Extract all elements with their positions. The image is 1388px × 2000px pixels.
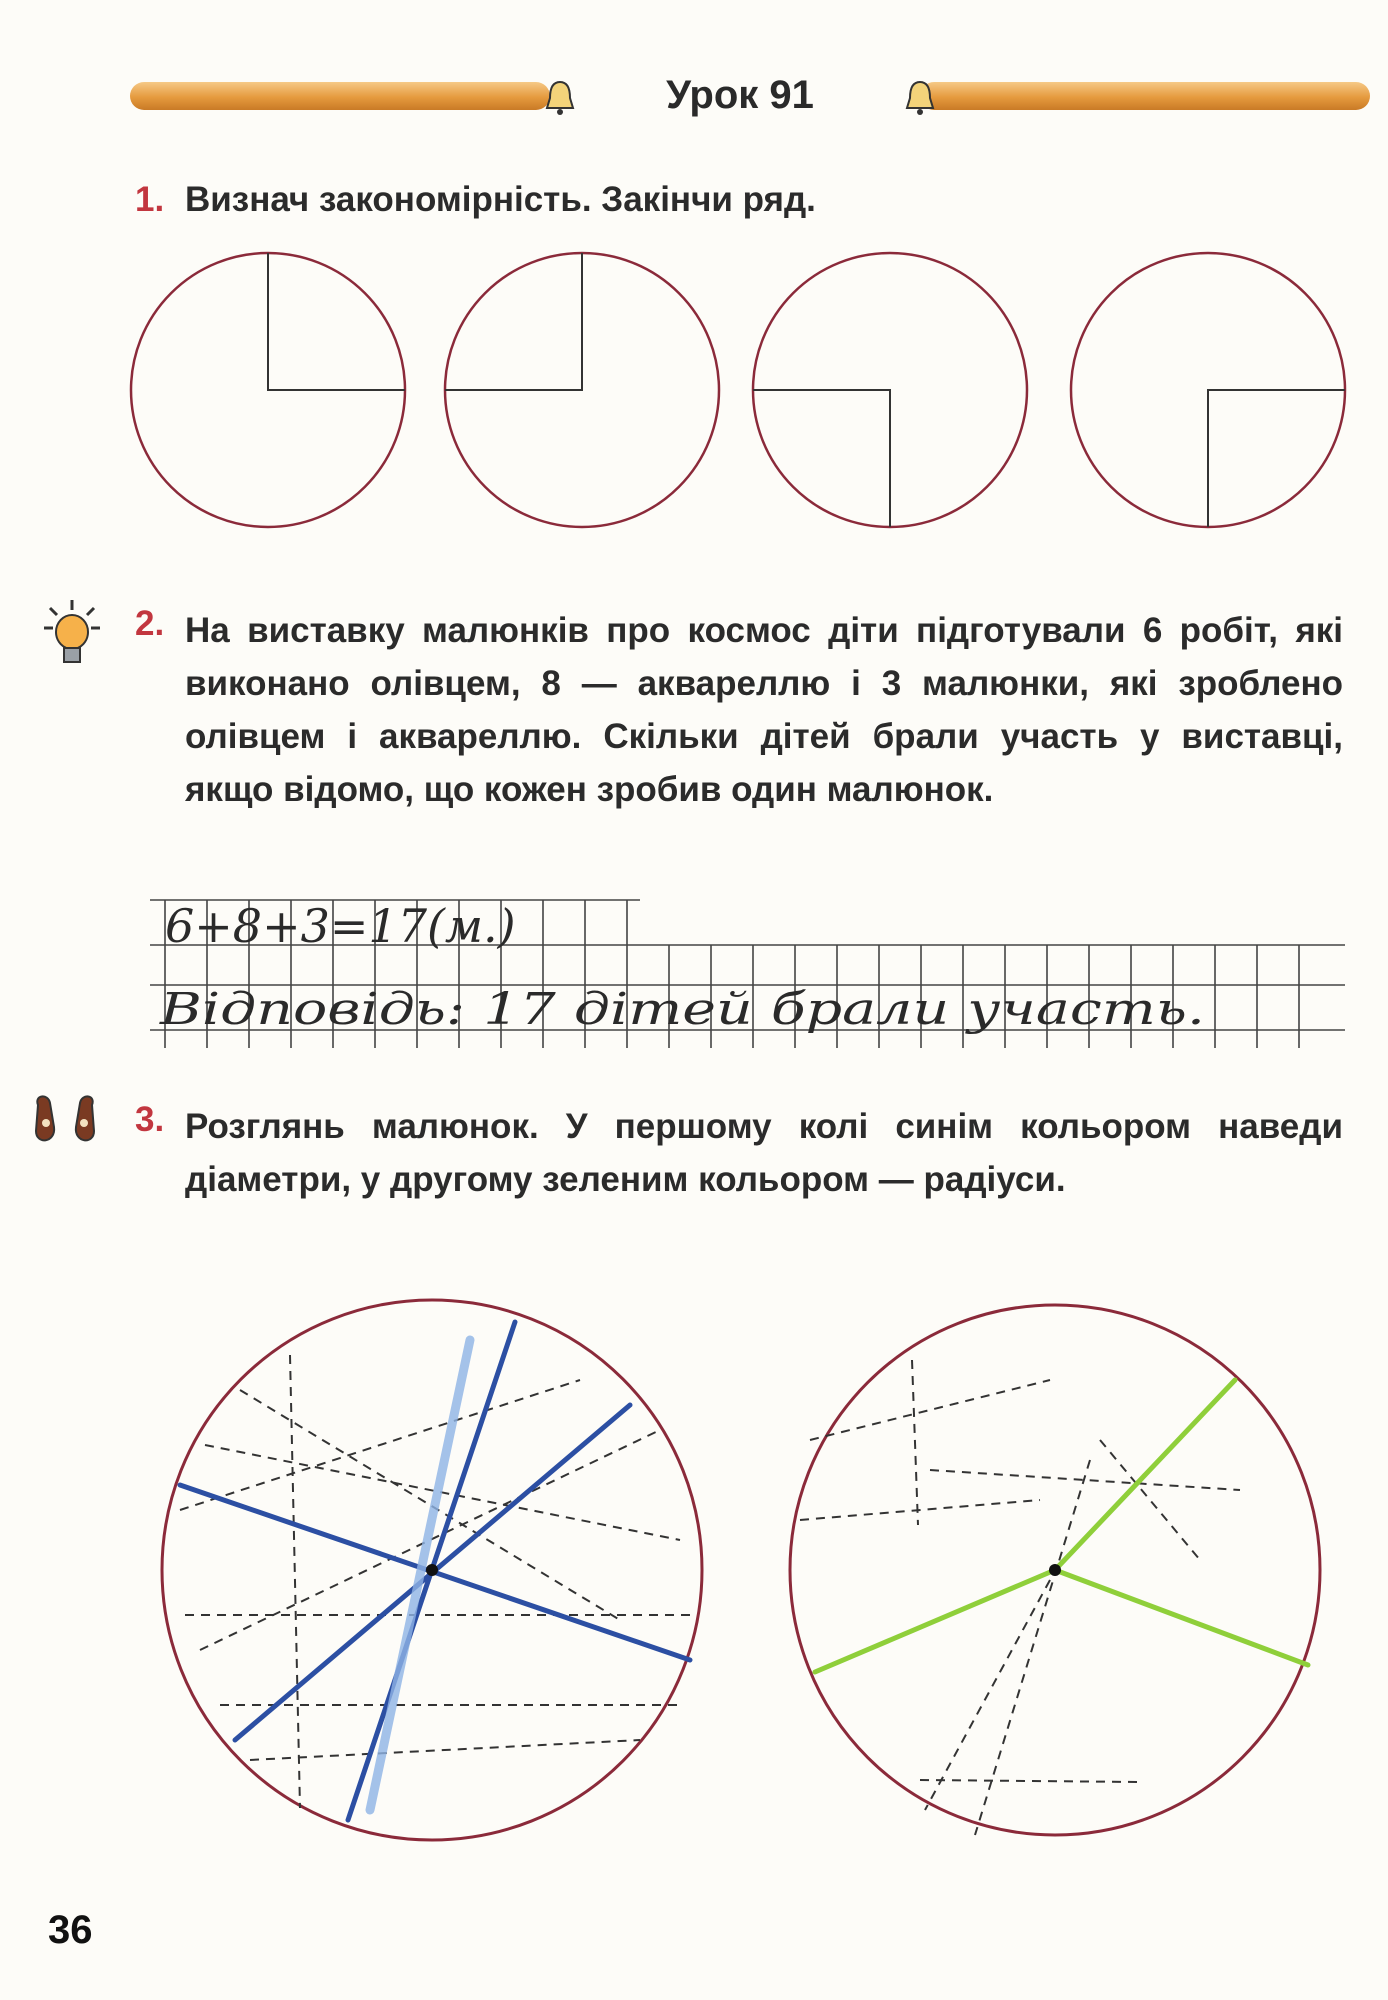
center-point [426,1564,438,1576]
radii-circle [790,1305,1320,1835]
task3-text: Розглянь малюнок. У першому колі синім кольором наведи діаметри, у другому зеленим кольором — радіуси. [185,1107,1343,1199]
task3-number: 3. [135,1100,165,1139]
pattern-lines-1 [268,253,405,390]
pattern-lines-2 [445,253,582,390]
diameters-circle [162,1300,702,1840]
task2-number: 2. [135,604,165,643]
handwritten-solution: 6+8+3=17(м.) [165,899,516,953]
page-number: 36 [48,1908,93,1952]
radius-line [1055,1380,1235,1570]
lesson-title: Урок 91 [666,73,814,117]
radius-line [815,1570,1055,1672]
radius-line [1055,1570,1308,1665]
task2-text: На виставку малюнків про космос діти підготували 6 робіт, які виконано олівцем, 8 — аквареллю і 3 малюнки, які зроблено олівцем і аквареллю. Скільки дітей брали участь у виставці, якщо відомо, що кожен зробив один малюнок. [185,611,1343,809]
task1-number: 1. [135,180,165,219]
task1-text: Визнач закономірність. Закінчи ряд. [185,180,816,219]
pattern-lines-4 [1208,390,1345,527]
handwritten-answer: Відповідь: 17 дітей брали участь. [158,984,1205,1035]
center-point [1049,1564,1061,1576]
pattern-lines-3 [753,390,890,527]
